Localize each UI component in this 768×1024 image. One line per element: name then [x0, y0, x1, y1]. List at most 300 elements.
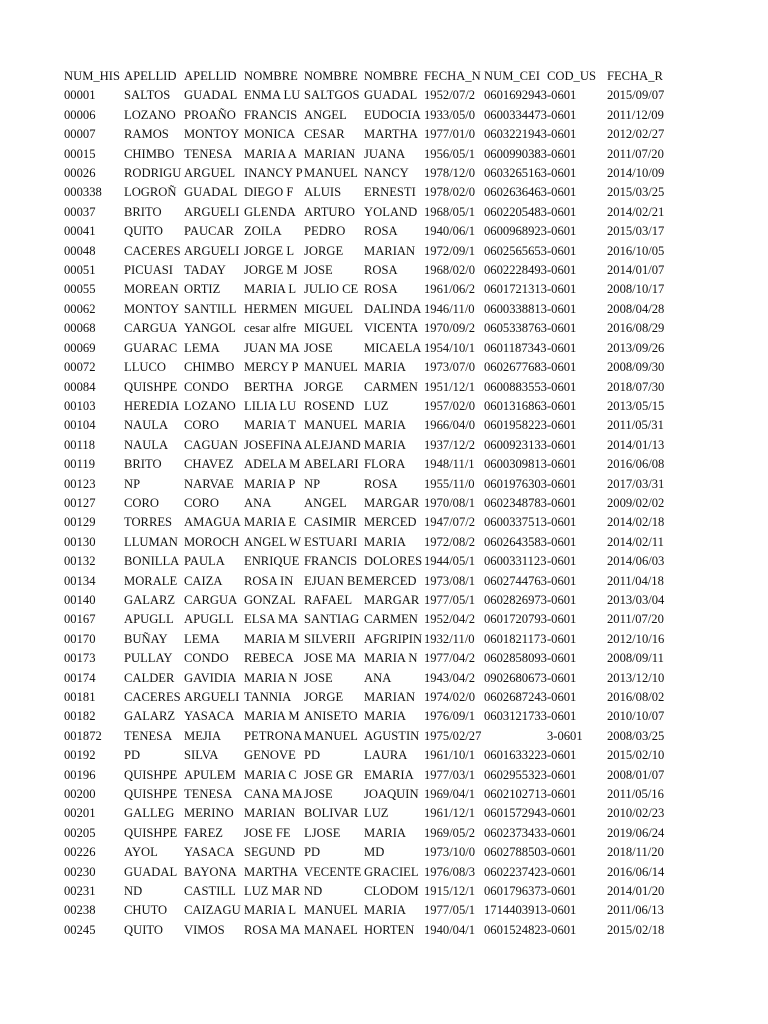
table-cell: PAULA	[184, 554, 225, 569]
table-cell: 0601976303	[484, 476, 547, 491]
table-row	[64, 766, 667, 785]
table-cell: 2018/11/20	[606, 845, 664, 860]
table-cell: 2014/01/07	[606, 263, 665, 278]
table-cell: GUADAL	[184, 185, 238, 200]
table-cell: 00238	[64, 903, 96, 918]
table-cell: MARIA	[364, 903, 406, 918]
table-cell: -0601	[546, 476, 577, 491]
column-header: NOMBRE	[364, 69, 418, 83]
table-cell: LILIA LU	[244, 398, 297, 413]
table-cell: BUÑAY	[124, 631, 168, 646]
table-cell: ROSA	[364, 282, 398, 297]
table-cell: TADAY	[184, 263, 226, 278]
table-cell: MARGAR	[364, 495, 420, 510]
table-row	[64, 824, 667, 843]
table-cell: 00192	[64, 748, 96, 763]
table-cell: JUAN MA	[244, 340, 300, 355]
table-cell: 00174	[64, 670, 96, 685]
table-cell: 1977/04/2	[424, 651, 476, 666]
table-cell: CESAR	[304, 127, 345, 142]
table-cell: CONDO	[184, 379, 229, 394]
table-cell: 0600334473	[484, 107, 547, 122]
table-cell: 00173	[64, 651, 96, 666]
table-cell: 2014/06/03	[606, 554, 665, 569]
table-cell: CARGUA	[124, 321, 178, 336]
table-cell: GUADAL	[124, 864, 178, 879]
table-cell: -0601	[546, 631, 577, 646]
table-cell: MANUEL	[304, 418, 358, 433]
table-cell: -0601	[546, 554, 577, 569]
table-cell: 2011/07/20	[606, 612, 664, 627]
table-cell: 2015/03/25	[606, 185, 665, 200]
table-cell: -0601	[546, 592, 577, 607]
table-cell: -0601	[546, 166, 577, 181]
table-cell: ROSA IN	[244, 573, 294, 588]
table-cell: -0601	[546, 340, 577, 355]
table-cell: 2014/02/11	[606, 534, 664, 549]
table-cell: AFGRIPIN	[364, 631, 423, 646]
table-row	[64, 261, 667, 280]
table-cell: 1970/09/2	[424, 321, 476, 336]
table-cell: DOLORES	[364, 554, 423, 569]
table-cell: MARIA N	[244, 670, 298, 685]
table-cell: 2008/04/28	[606, 301, 665, 316]
table-cell: 2015/09/07	[606, 88, 665, 103]
table-cell: JOSE	[304, 263, 333, 278]
table-row	[64, 901, 667, 920]
table-cell: MIGUEL	[304, 321, 353, 336]
table-cell: -0601	[546, 185, 577, 200]
table-row	[64, 688, 667, 707]
table-cell: 2008/09/11	[606, 651, 664, 666]
table-cell: 00134	[64, 573, 96, 588]
table-cell: CACERES	[124, 690, 181, 704]
table-cell: 0600331123	[484, 554, 547, 569]
table-cell: HEREDIA	[124, 398, 180, 413]
table-cell: 1933/05/0	[424, 107, 476, 122]
table-cell: JOSEFINA	[244, 437, 303, 452]
table-cell: 1947/07/2	[424, 515, 476, 530]
table-cell: GALARZ	[124, 592, 176, 607]
table-cell: GALARZ	[124, 709, 176, 724]
table-cell: MARIA L	[244, 903, 297, 918]
table-cell: 2011/12/09	[606, 107, 664, 122]
table-cell: 00072	[64, 360, 96, 375]
table-cell: 0602348783	[484, 495, 547, 510]
table-cell: LOZANO	[184, 398, 236, 413]
table-cell: MANUEL	[304, 903, 358, 918]
table-cell: MARIAN	[364, 690, 416, 704]
table-cell: CORO	[184, 495, 219, 510]
table-cell: FAREZ	[184, 825, 223, 840]
table-row	[64, 804, 667, 823]
table-cell: MARIA	[364, 825, 406, 840]
table-cell: 1943/04/2	[424, 670, 476, 685]
table-cell: AMAGUA	[184, 515, 241, 530]
table-cell: SALTOS	[124, 88, 171, 103]
table-cell: MIGUEL	[304, 301, 353, 316]
table-cell: 2014/01/13	[606, 437, 665, 452]
table-cell: 1961/06/2	[424, 282, 476, 297]
table-cell: CHIMBO	[124, 146, 175, 161]
table-cell: -0601	[546, 573, 577, 588]
table-cell: 1973/08/1	[424, 573, 476, 588]
table-cell: 1977/03/1	[424, 767, 476, 782]
table-cell: 1915/12/1	[424, 884, 476, 899]
table-cell: 00103	[64, 398, 96, 413]
column-header: APELLID	[124, 69, 177, 83]
table-cell: GUADAL	[364, 88, 418, 103]
table-cell: 2015/03/17	[606, 224, 665, 239]
table-cell: 00001	[64, 88, 96, 103]
table-cell: 0601633223	[484, 748, 547, 763]
table-cell: YANGOL	[184, 321, 236, 336]
table-row	[64, 572, 667, 591]
table-cell: JORGE L	[244, 243, 295, 258]
table-cell: MD	[364, 845, 385, 860]
table-cell: 2008/09/30	[606, 360, 665, 375]
table-cell: 2014/01/20	[606, 884, 665, 899]
table-cell: 0601316863	[484, 398, 547, 413]
table-row	[64, 630, 667, 649]
table-cell: -0601	[546, 825, 577, 840]
table-cell: PAUCAR	[184, 224, 234, 239]
table-cell: CAIZAGU	[184, 903, 241, 918]
table-cell: BONILLA	[124, 554, 180, 569]
table-cell: 0605338763	[484, 321, 547, 336]
table-cell: MARGAR	[364, 592, 420, 607]
table-cell: NP	[124, 476, 141, 491]
table-cell: -0601	[546, 418, 577, 433]
table-cell: 1972/08/2	[424, 534, 476, 549]
table-cell: 0601721313	[484, 282, 547, 297]
table-cell: -0601	[546, 360, 577, 375]
table-cell: PICUASI	[124, 263, 173, 278]
table-cell: -0601	[546, 127, 577, 142]
table-cell: YASACA	[184, 709, 235, 724]
table-cell: APULEM	[184, 767, 236, 782]
table-row	[64, 242, 667, 261]
table-cell: ANGEL	[304, 495, 347, 510]
table-cell: MEJIA	[184, 728, 222, 743]
table-cell: 00201	[64, 806, 96, 821]
table-cell: CHIMBO	[184, 360, 235, 375]
table-cell: 0603265163	[484, 166, 547, 181]
table-cell: SALTGOS	[304, 88, 360, 103]
table-cell: 2016/10/05	[606, 243, 665, 258]
table-cell: MARIA N	[364, 651, 418, 666]
table-cell: 1952/04/2	[424, 612, 476, 627]
table-cell: 1961/10/1	[424, 748, 476, 763]
table-cell: 2016/06/08	[606, 457, 665, 472]
table-cell: MARIA	[364, 437, 406, 452]
table-cell: 0902680673	[484, 670, 547, 685]
table-cell: 2014/10/09	[606, 166, 665, 181]
table-cell: ARGUELI	[184, 204, 240, 219]
table-cell: 00006	[64, 107, 96, 122]
table-cell: 0602228493	[484, 263, 547, 278]
table-cell: LOZANO	[124, 107, 176, 122]
table-cell: BRITO	[124, 204, 162, 219]
table-cell: MARIA L	[244, 282, 297, 297]
table-cell: 1973/07/0	[424, 360, 476, 375]
table-cell: EUDOCIA	[364, 107, 421, 122]
table-cell: 00205	[64, 825, 96, 840]
table-cell: YASACA	[184, 845, 235, 860]
table-cell: ELSA MA	[244, 612, 299, 627]
table-cell: QUITO	[124, 922, 163, 937]
table-cell: JORGE M	[244, 263, 298, 278]
table-cell: 2017/03/31	[606, 476, 665, 491]
table-cell: 0602102713	[484, 787, 547, 802]
table-cell: JUANA	[364, 146, 406, 161]
table-cell: 00055	[64, 282, 96, 297]
table-cell: 1714403913	[484, 903, 547, 918]
table-cell: 0602955323	[484, 767, 547, 782]
table-cell: 0601572943	[484, 806, 547, 821]
table-cell: 2016/08/02	[606, 690, 665, 704]
table-cell: 0601187343	[484, 340, 547, 355]
table-cell: ANGEL	[304, 107, 347, 122]
table-row	[64, 106, 667, 125]
table-row	[64, 494, 667, 513]
table-cell: MARIA A	[244, 146, 297, 161]
table-body	[64, 86, 667, 940]
table-cell: 0601692943	[484, 88, 547, 103]
table-cell: CARGUA	[184, 592, 238, 607]
table-cell: DALINDA	[364, 301, 422, 316]
table-cell: 1956/05/1	[424, 146, 476, 161]
table-cell: CANA MA	[244, 787, 303, 802]
table-cell: ND	[124, 884, 143, 899]
table-cell: 2010/02/23	[606, 806, 665, 821]
table-cell: -0601	[546, 224, 577, 239]
table-cell: MARIA T	[244, 418, 296, 433]
table-cell: 1977/01/0	[424, 127, 476, 142]
table-cell: TANNIA	[244, 690, 292, 704]
table-cell: 1951/12/1	[424, 379, 476, 394]
table-cell: -0601	[546, 787, 577, 802]
table-cell: 0602858093	[484, 651, 547, 666]
table-cell: 2015/02/18	[606, 922, 665, 937]
table-cell: -0601	[546, 107, 577, 122]
table-cell: INANCY P	[244, 166, 303, 181]
table-cell: MOREAN	[124, 282, 179, 297]
table-cell: CARMEN	[364, 612, 418, 627]
table-cell: 00068	[64, 321, 96, 336]
table-cell: -0601	[546, 670, 577, 685]
table-cell: ANA	[364, 670, 392, 685]
table-row	[64, 746, 667, 765]
table-cell: ALUIS	[304, 185, 342, 200]
table-cell: 1937/12/2	[424, 437, 476, 452]
table-cell: 00226	[64, 845, 96, 860]
table-cell: -0601	[546, 437, 577, 452]
table-cell: 2013/03/04	[606, 592, 665, 607]
table-cell: VECENTE	[304, 864, 362, 879]
table-cell: 2019/06/24	[606, 825, 665, 840]
table-cell: BERTHA	[244, 379, 294, 394]
table-cell: CAGUAN	[184, 437, 238, 452]
table-row	[64, 183, 667, 202]
table-cell: FRANCIS	[244, 107, 298, 122]
table-cell: 1976/09/1	[424, 709, 476, 724]
table-cell: -0601	[546, 612, 577, 627]
table-cell: CAIZA	[184, 573, 223, 588]
table-cell: 0600968923	[484, 224, 547, 239]
table-cell: HERMEN	[244, 301, 298, 316]
table-row	[64, 513, 667, 532]
table-cell: -0601	[546, 321, 577, 336]
table-cell: -0601	[546, 651, 577, 666]
table-cell: APUGLL	[124, 612, 174, 627]
table-row	[64, 882, 667, 901]
table-cell: YOLAND	[364, 204, 418, 219]
table-cell: SANTILL	[184, 301, 237, 316]
column-header: NUM_HIS	[64, 69, 120, 83]
table-cell: ENRIQUE	[244, 554, 300, 569]
table-cell: 00062	[64, 301, 96, 316]
table-cell: VICENTA	[364, 321, 419, 336]
table-cell: MONICA	[244, 127, 296, 142]
table-cell: 0602826973	[484, 592, 547, 607]
table-cell: 0603221943	[484, 127, 547, 142]
table-cell: ANA	[244, 495, 272, 510]
table-cell: -0601	[546, 204, 577, 219]
table-cell: ROSEND	[304, 398, 355, 413]
table-cell: 2011/05/16	[606, 787, 664, 802]
table-cell: JULIO CE	[304, 282, 359, 297]
table-cell: MARIAN	[244, 806, 296, 821]
table-cell: 0602744763	[484, 573, 547, 588]
table-cell: 0600337513	[484, 515, 547, 530]
table-cell: 00245	[64, 922, 96, 937]
table-cell: 00037	[64, 204, 96, 219]
table-cell: 2012/02/27	[606, 127, 665, 142]
table-cell: GALLEG	[124, 806, 175, 821]
table-cell: CACERES	[124, 243, 181, 258]
table-row	[64, 863, 667, 882]
table-cell: JOSE GR	[304, 767, 354, 782]
table-cell: SANTIAG	[304, 612, 360, 627]
table-cell: NARVAE	[184, 476, 234, 491]
table-row	[64, 300, 667, 319]
table-cell: ADELA M	[244, 457, 301, 472]
table-cell: MERINO	[184, 806, 234, 821]
table-cell: 2011/07/20	[606, 146, 664, 161]
table-cell: CORO	[124, 495, 159, 510]
table-cell: MICAELA	[364, 340, 422, 355]
table-cell: GRACIEL	[364, 864, 419, 879]
table-cell: QUISHPE	[124, 787, 178, 802]
table-cell: 1977/05/1	[424, 903, 476, 918]
table-cell: 0600883553	[484, 379, 547, 394]
table-cell: -0601	[546, 864, 577, 879]
table-row	[64, 552, 667, 571]
table-cell: 1966/04/0	[424, 418, 476, 433]
table-row	[64, 397, 667, 416]
table-cell: 00041	[64, 224, 96, 239]
table-cell: MERCY P	[244, 360, 299, 375]
table-cell: 00104	[64, 418, 96, 433]
table-cell: 00140	[64, 592, 96, 607]
column-header: APELLID	[184, 69, 237, 83]
table-cell: LOGROÑ	[124, 185, 177, 200]
table-cell: GENOVE	[244, 748, 296, 763]
table-cell: 2014/02/21	[606, 204, 665, 219]
table-cell: 0602565653	[484, 243, 547, 258]
table-cell: -0601	[546, 495, 577, 510]
column-header: COD_US	[546, 69, 596, 83]
table-cell: ERNESTI	[364, 185, 416, 200]
table-cell: 2016/06/14	[606, 864, 665, 879]
table-cell: 1946/11/0	[424, 301, 475, 316]
table-cell: 1948/11/1	[424, 457, 475, 472]
table-cell: 3-0601	[546, 728, 583, 743]
table-cell: 2008/03/25	[606, 728, 665, 743]
table-cell: TENESA	[124, 728, 173, 743]
table-row	[64, 358, 667, 377]
table-cell: 0603121733	[484, 709, 547, 724]
table-cell: 0602237423	[484, 864, 547, 879]
table-cell: ANISETO	[304, 709, 358, 724]
table-cell: 1977/05/1	[424, 592, 476, 607]
table-row	[64, 533, 667, 552]
table-cell: MARIAN	[304, 146, 356, 161]
table-cell: CARMEN	[364, 379, 418, 394]
table-cell: MOROCH	[184, 534, 240, 549]
table-cell: -0601	[546, 398, 577, 413]
table-cell: 00084	[64, 379, 96, 394]
table-cell: 00048	[64, 243, 96, 258]
table-cell: 0602636463	[484, 185, 547, 200]
table-cell: LEMA	[184, 631, 220, 646]
table-row	[64, 203, 667, 222]
table-cell: 00127	[64, 495, 96, 510]
table-cell: CONDO	[184, 651, 229, 666]
table-cell: 00167	[64, 612, 96, 627]
table-cell: 00182	[64, 709, 96, 724]
table-cell: MANUEL	[304, 360, 358, 375]
table-cell: 0600338813	[484, 301, 547, 316]
table-row	[64, 727, 667, 746]
table-cell: 1940/04/1	[424, 922, 476, 937]
table-cell: MANAEL	[304, 922, 358, 937]
table-cell: 1973/10/0	[424, 845, 476, 860]
table-cell: BRITO	[124, 457, 162, 472]
table-row	[64, 280, 667, 299]
table-cell: JORGE	[304, 690, 344, 704]
table-cell: 2016/08/29	[606, 321, 665, 336]
table-cell: MONTOY	[124, 301, 180, 316]
table-cell: -0601	[546, 243, 577, 258]
table-cell: BAYONA	[184, 864, 237, 879]
table-cell: 0600309813	[484, 457, 547, 472]
table-cell: JOSE	[304, 787, 333, 802]
table-cell: MARIA	[364, 534, 406, 549]
table-cell: -0601	[546, 922, 577, 937]
table-cell: -0601	[546, 515, 577, 530]
table-cell: 2014/02/18	[606, 515, 665, 530]
table-cell: -0601	[546, 534, 577, 549]
table-cell: 00123	[64, 476, 96, 491]
table-cell: 1944/05/1	[424, 554, 476, 569]
table-cell: JOAQUIN	[364, 787, 419, 802]
table-cell: MARIA M	[244, 631, 300, 646]
table-cell: GUADAL	[184, 88, 238, 103]
table-cell: GUARAC	[124, 340, 178, 355]
table-cell: NAULA	[124, 418, 169, 433]
